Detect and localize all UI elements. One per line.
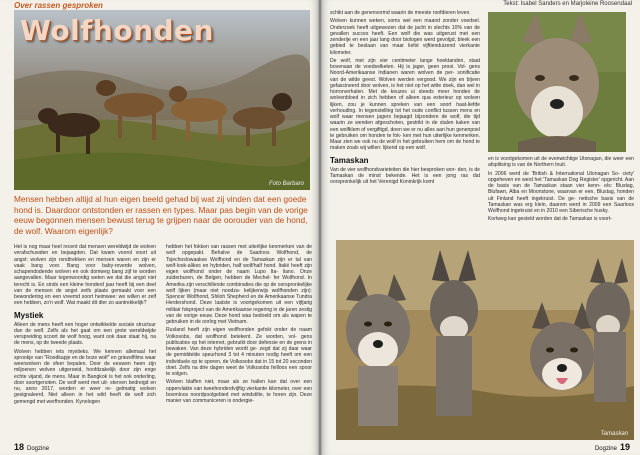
paragraph: Van de vier wolfhondvarieteiten die hier besproken wor- den, is de Tamaskan de minst bekende. Het is een jong ras dat oorspronkelijk uit het Verenigd Koninkrijk komt [330,166,480,185]
paragraph: schikt aan de genenvormd waarin de meeste roofdieren leven. [330,10,471,16]
paragraph: De wolf, met zijn vier centimeter lange hoektanden, staat bovenaan de voedselketen. Hij is jager, geen prooi. Vol- gens Noord-Amerikaanse Indianen waren wolven de per- sonificatie van de wilde geest. Wolven werden vergood. We zijn en bljven gefascineerd door wolven, is het niet op het witte doek, dan wel in horrorverhalen. Met de keuzes ui steeds meer honden de wolvenbloed in zich hebben of alleen qua exterieur op wolven lijken, zou je kunnen spreken van een soort haat-liefde verhouding. In tegenstelling tot het oude conflict tussen mens en wolf waar mensen jagers bejaagd bijzondere de wolf, die tijd waarin ze wenden afgeschoten, gestrikt in de stalen kaken van een wolfklem of vergiftigd, doen we er nu alles aan hun genenpoel te gebruiken om honden te fok- ken met hun uiterlijke kenmerken. Maar zien we ook nu de wolf in het gebruiken hem om de hond te maken zoals wij willen: lijkend op een wolf. [330,57,480,152]
article-title: Wolfhonden [20,14,214,47]
left-column-1 [14,244,156,407]
wolfdog-pack-photo [14,10,310,190]
section-kicker: Over rassen gesproken [14,1,103,10]
left-page [0,0,318,455]
left-column-2 [166,244,312,406]
wolfdog-portrait-photo [488,12,626,152]
page-number [595,442,630,452]
paragraph: Alleen de mens heeft een hoger ontwikkelde sociale structuur dan de wolf. Zelfs als het gaat om een grote wereldwijde verspreiding scoort de wolf hoog, want ook daar staat hij, na de mens, op de tweede plaats. [14,321,156,347]
page-number-value: 19 [619,442,630,452]
paragraph: In 2006 werd de 'British & International Utonagan So- ciety' opgeheven en werd het 'Tamaskan Dog Register' opgericht. Aan de basis van de Tamaskan staan vier kenn- els: Blustag, Blufawn, Alba en Moonstone, waarvan er een, Blustag, honden uit Finland heeft ingekruist. De ge- netische basis van de Tamaskan was erg klein, daarom werd in 2009 een Saarloos Wolfhond ingekruist en in 2010 een Siberische husky. [488,170,634,214]
section-heading: Tamaskan [330,155,369,165]
magazine-name: Dogzine [594,446,617,452]
paragraph: hebben het fokken van rassen met uiterlijke kenmerken van de wolf opgepakt. Behalve de Saarloos Wolfhond, de Tsjechoslowaakse Wolfhond en de Tamaskan zijn er tal van wolf-look-alikes en hybriden, half wolf/half hond. Italië heeft zijn eigen wolfhond onder de naam Lupo Ita- liano. Onze zuiderburen, de Belgen, hebben de Mechel- fer Wolfhond. In Amerika zijn verschillende combinaties die op de oorspronkelijke wolf lijken (maar niet noodza- kelijkerwijs wolfhonden zijn): Spencer Wolfhond, Shiloh Shepherd en de Amerikaanse Tundra Herdershond. Deze laatste is voortgekomen uit een vijfjarig militair fokproject van de Amerikaanse regering in de jaren zestig van de vorige eeuw. Deze hond was bedoeld om als wapen te gebruiken in de oorlog met Vietnam. [166,244,312,325]
paragraph: Het is nog maar heel recent dat mensen wereldwijd de wolven verafschuwden en bejaagden. Dat kwam voorol voort uit angst: wolven zijn rondtrekken en mensen waren en zijn er vaak bang voor. Bang voor baby-roverde wolven, schapendodende wolven en ook domweg bang zijf te worden aangevallen. Maar tegenwoordig weten we dat die angst niet terecht is. En sinds een kleine honderd jaar heeft bij een deel van de mensen de angst zeifs plaats gemaakt voor een bewondering en een vreemd soort heimwee: we willen er zelf een hebben, zo'n wolf. Wat maakt dit dier zo aantrekkelijk? [14,244,156,307]
right-page [322,0,640,455]
page-number [14,442,49,452]
paragraph: Rusland heeft zijn eigen wolfhonden gefokt onder de naam Volkosobs, dat wolfhond betekent. Ze worden, vol- gens publicaties op het internet, gebruikt door defensie en de grens in bewaken. Van deze hybriden wordt ge- zegd dat zij daar waar de gemiddelde speurhond 3 tot 4 minuten nodig heeft om een individuele op te sporen, de Volkosobs dat in 15 tot 20 seconden doet. Zelfs na drie dagen weet de Volkosobs feilloos een spoor te volgen. [166,327,312,377]
page-number-value: 18 [14,442,25,452]
right-column-2 [488,156,634,225]
paragraph: Wolven blaffen niet, maar als ze hallen kan dat over een oppervlakte van tweehonderdvijftig vierkante kilometer, over een boomloos noordpoolgebied met windstilte, te horen zijn. Deze manier van communiceren is ondergie- [166,379,312,404]
section-heading: Mystiek [14,310,44,320]
author-credits: Tekst: Isabel Sanders en Marjoleine Roosendaal [503,1,632,7]
paragraph: en is voortgekomen uit de evenwichtige Utonagan, die weer een afsplitsing is van de Northern Inuit. [488,156,634,169]
tamaskan-group-photo [336,240,634,440]
article-lead: Mensen hebben altijd al hun eigen beeld gehad bij wat zij vinden dat een goede hond is. Daardoor ontstonden er rassen en types. Maar pas begin van de vorige eeuw begonnen mensen bewust terug te grijpen naar de oorouder van de hond, de wolf. Waarom eigenlijk? [14,194,308,236]
paragraph: Wolven hebben iets mystieks. We kennen allemaal het sprookje van "Roodkapje en de boze wolf" en griezelfilms waar weerwolven de sfeer bepalen. Door de eeuwen heen zijn miljoenen wolven uitgeroeid, hoofdzakelijk door zijn enge echte vijand, de mens. Maar in Bangkok is het ook onderling, door soortgenoten. De wolf werd met uit- sterven bedreigd en nu, anno 2017, worden er weer re- gelmatig wolven gesignaleerd. Niet alleen in het wild heeft de wolf zich gemengd met werfhonden. Kynologen [14,348,156,405]
photo-credit: Foto Barbaro [268,181,304,187]
photo-credit: Tamaskan [600,431,628,437]
right-column-1 [330,10,480,187]
paragraph: Wolven kunnen weken, soms wel een maand zonder voedsel. Onderzoek heeft uitgewezen dat de jacht in slechts 10% van de gevallen succes heeft. Een wolf die was uitgerust met een zenderije en een jaar lang door biologen werd gevolgd, bleek een gebied te beslaan van maar liefst vijftienduizend vierkante kilometer. [330,18,480,56]
magazine-name: Dogzine [27,446,50,452]
paragraph: Kortweg kan gesteld worden dat de Tamaskan is voort- [488,216,612,223]
